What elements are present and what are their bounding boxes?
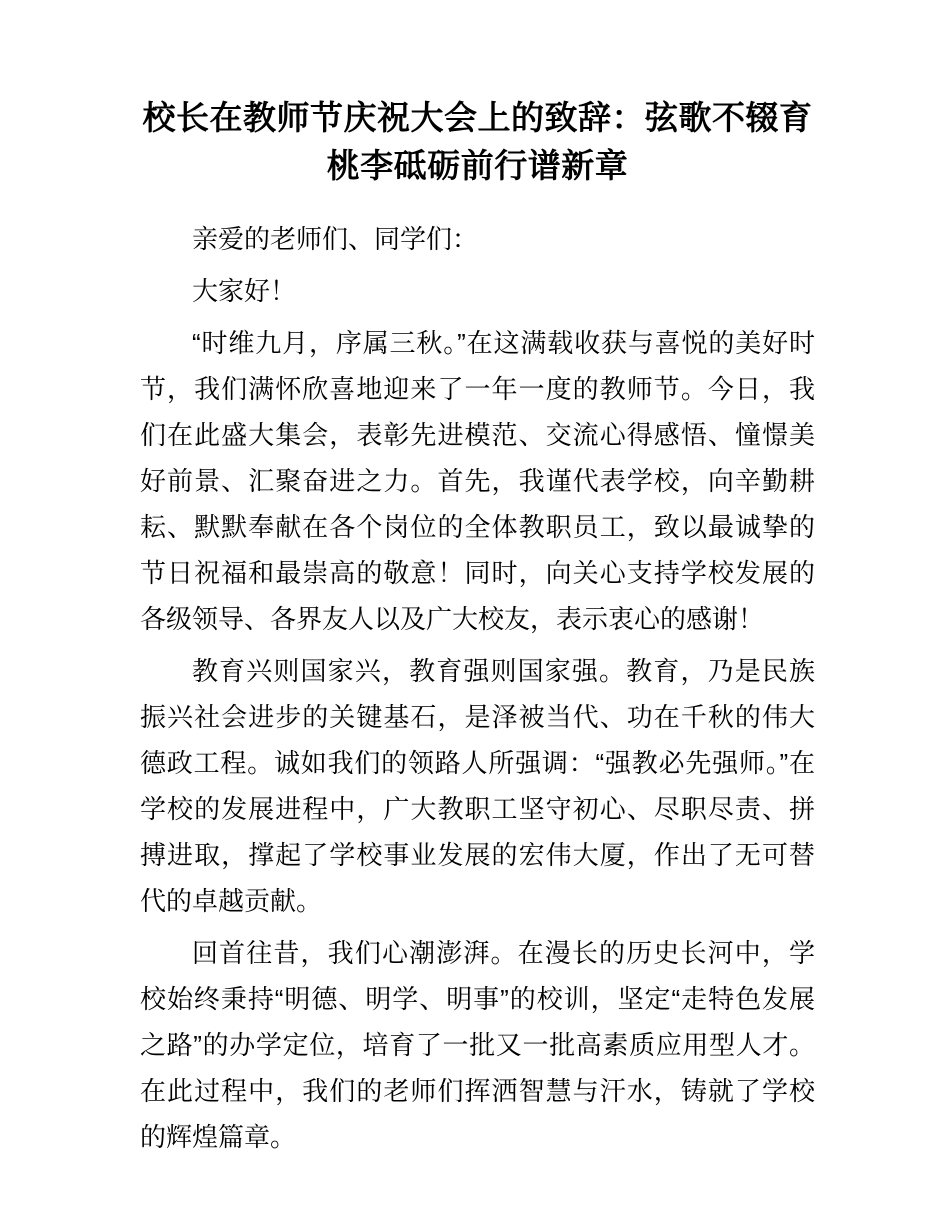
document-title-line-2: 桃李砥砺前行谱新章 xyxy=(326,147,629,184)
body-paragraph-1: “时维九月，序属三秋。”在这满载收获与喜悦的美好时节，我们满怀欣喜地迎来了一年一度的教师节。今日，我们在此盛大集会，表彰先进模范、交流心得感悟、憧憬美好前景、汇聚奋进之力。首先，我谨代表学校，向辛勤耕耘、默默奉献在各个岗位的全体教职员工，致以最诚挚的节日祝福和最崇高的敬意！同时，向关心支持学校发展的各级领导、各界友人以及广大校友，表示衷心的感谢！ xyxy=(140,328,815,634)
greeting-paragraph: 大家好！ xyxy=(192,276,297,306)
document-title-line-1: 校长在教师节庆祝大会上的致辞：弦歌不辍育 xyxy=(142,99,813,136)
document-title xyxy=(140,94,815,190)
body-paragraph-3: 回首往昔，我们心潮澎湃。在漫长的历史长河中，学校始终秉持“明德、明学、明事”的校训，坚定“走特色发展之路”的办学定位，培育了一批又一批高素质应用型人才。在此过程中，我们的老师们挥洒智慧与汗水，铸就了学校的辉煌篇章。 xyxy=(140,938,815,1152)
salutation-paragraph: 亲爱的老师们、同学们： xyxy=(192,224,479,254)
body-paragraph-2: 教育兴则国家兴，教育强则国家强。教育，乃是民族振兴社会进步的关键基石，是泽被当代、功在千秋的伟大德政工程。诚如我们的领路人所强调：“强教必先强师。”在学校的发展进程中，广大教职工坚守初心、尽职尽责、拼搏进取，撑起了学校事业发展的宏伟大厦，作出了无可替代的卓越贡献。 xyxy=(140,656,815,916)
